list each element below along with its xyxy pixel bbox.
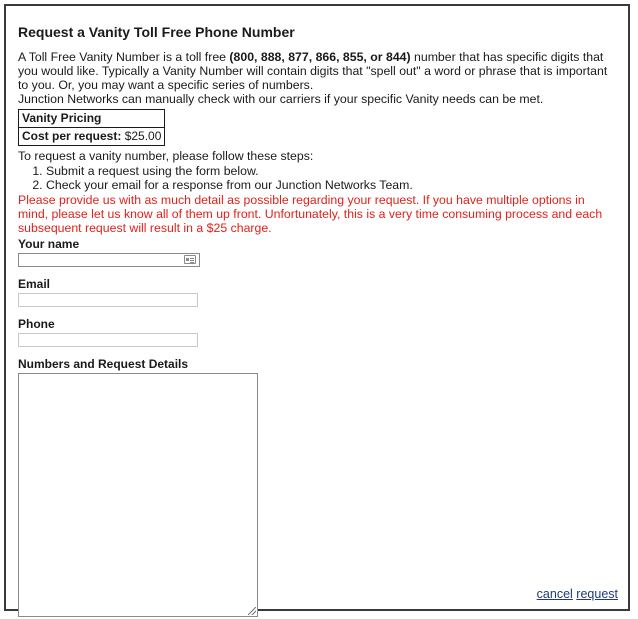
details-label: Numbers and Request Details — [18, 357, 189, 371]
name-label: Your name — [18, 237, 80, 251]
pricing-cost-cell — [19, 128, 165, 146]
dialog-content — [18, 24, 616, 617]
step-item: 1. Submit a request using the form below. — [46, 164, 616, 178]
pricing-cost-row — [19, 128, 165, 146]
dialog-title: Request a Vanity Toll Free Phone Number — [18, 24, 295, 40]
pricing-header-row — [19, 110, 165, 128]
cost-value: $25.00 — [124, 129, 162, 143]
intro-text-part1: A Toll Free Vanity Number is a toll free — [18, 50, 230, 64]
intro-text-part2: number that has specific digits that you would like. Typically a Vanity Number will contain digits that "spell out" a word or phrase that is important to you. Or, you may want a specific series of numbers. — [18, 50, 608, 92]
vanity-request-dialog — [4, 4, 630, 611]
step-item: 2. Check your email for a response from our Junction Networks Team. — [46, 178, 616, 192]
carrier-note: Junction Networks can manually check with our carriers if your specific Vanity needs can be met. — [18, 92, 544, 106]
pricing-table — [18, 109, 165, 146]
email-label: Email — [18, 277, 51, 291]
phone-input[interactable] — [18, 333, 198, 347]
steps-intro: To request a vanity number, please follow these steps: — [18, 149, 314, 163]
request-link[interactable]: request — [576, 587, 618, 601]
steps-list — [18, 164, 616, 192]
resize-grip-icon[interactable] — [248, 607, 256, 615]
intro-codes: (800, 888, 877, 866, 855, or 844) — [229, 50, 411, 64]
pricing-header — [19, 110, 165, 128]
name-field-wrapper — [18, 253, 200, 267]
contact-card-icon[interactable] — [184, 255, 196, 264]
email-input[interactable] — [18, 293, 198, 307]
warning-text: Please provide us with as much detail as possible regarding your request. If you have multiple options in mind, please let us know all of them up front. Unfortunately, this is a very time consuming process and each subsequent request will result in a $25 charge. — [18, 193, 603, 235]
name-input[interactable] — [18, 253, 200, 267]
pricing-header-text: Vanity Pricing — [22, 111, 102, 125]
details-textarea[interactable] — [18, 373, 258, 617]
intro-text — [18, 50, 616, 92]
dialog-actions — [537, 587, 618, 601]
cost-label: Cost per request: — [22, 129, 122, 143]
phone-label: Phone — [18, 317, 55, 331]
cancel-link[interactable]: cancel — [536, 587, 573, 601]
